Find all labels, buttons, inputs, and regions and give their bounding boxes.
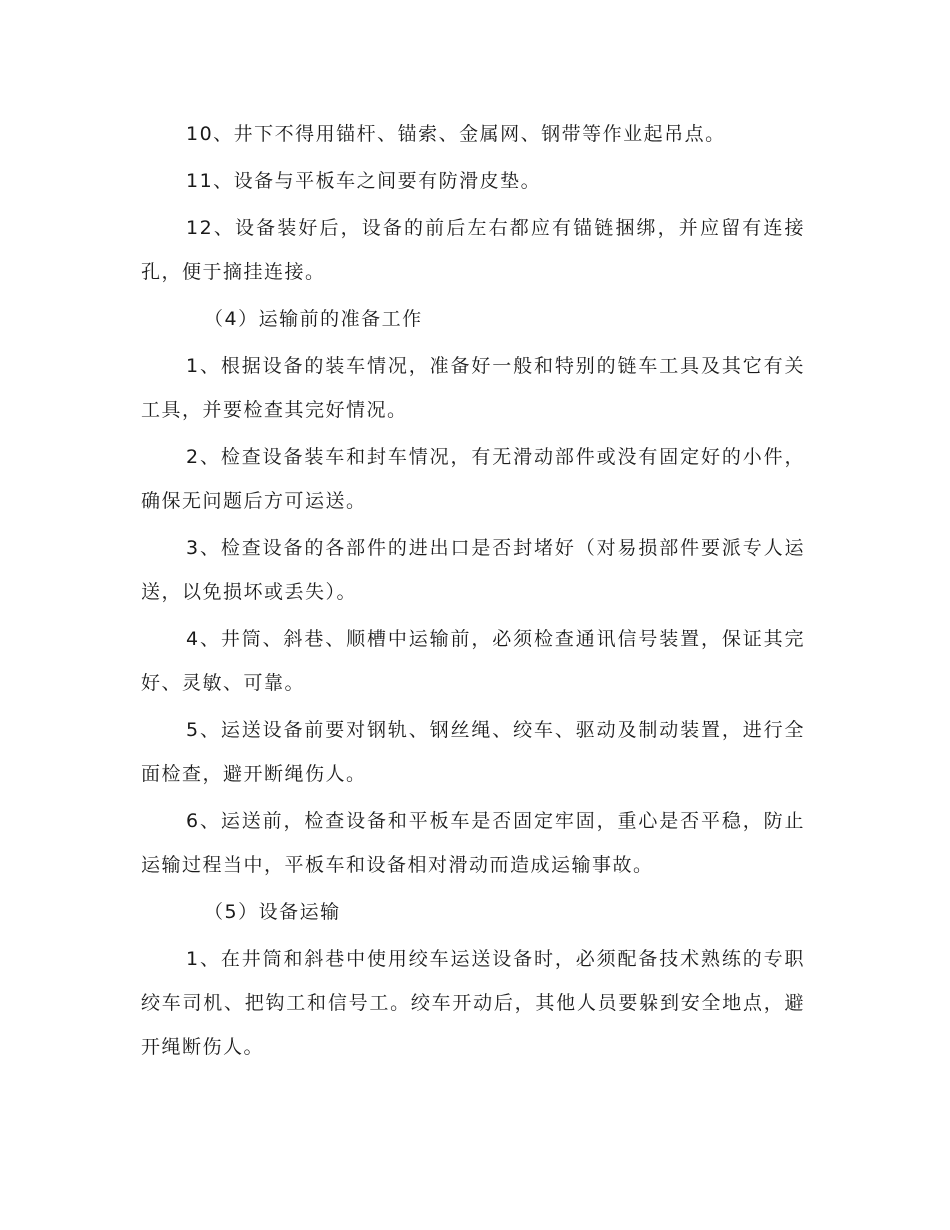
document-body: [141, 112, 805, 1072]
paragraph-prep-2: 2、检查设备装车和封车情况，有无滑动部件或没有固定好的小件，确保无问题后方可运送。: [141, 446, 805, 512]
paragraph-prep-6: 6、运送前，检查设备和平板车是否固定牢固，重心是否平稳，防止运输过程当中，平板车和设备相对滑动而造成运输事故。: [141, 810, 805, 876]
paragraph-prep-5: 5、运送设备前要对钢轨、钢丝绳、绞车、驱动及制动装置，进行全面检查，避开断绳伤人。: [141, 719, 805, 785]
section-heading-5: （5）设备运输: [204, 901, 341, 923]
paragraph-transport-1: 1、在井筒和斜巷中使用绞车运送设备时，必须配备技术熟练的专职绞车司机、把钩工和信号工。绞车开动后，其他人员要躲到安全地点，避开绳断伤人。: [141, 948, 805, 1058]
paragraph-prep-1: 1、根据设备的装车情况，准备好一般和特别的链车工具及其它有关工具，并要检查其完好情况。: [141, 355, 805, 421]
paragraph-prep-3: 3、检查设备的各部件的进出口是否封堵好（对易损部件要派专人运送，以免损坏或丢失）。: [141, 537, 805, 603]
paragraph-item-11: 11、设备与平板车之间要有防滑皮垫。: [186, 170, 542, 192]
paragraph-prep-4: 4、井筒、斜巷、顺槽中运输前，必须检查通讯信号装置，保证其完好、灵敏、可靠。: [141, 628, 805, 694]
section-heading-4: （4）运输前的准备工作: [204, 308, 423, 330]
paragraph-item-10: 10、井下不得用锚杆、锚索、金属网、钢带等作业起吊点。: [186, 123, 726, 145]
paragraph-item-12: 12、设备装好后，设备的前后左右都应有锚链捆绑，并应留有连接孔，便于摘挂连接。: [141, 217, 805, 283]
